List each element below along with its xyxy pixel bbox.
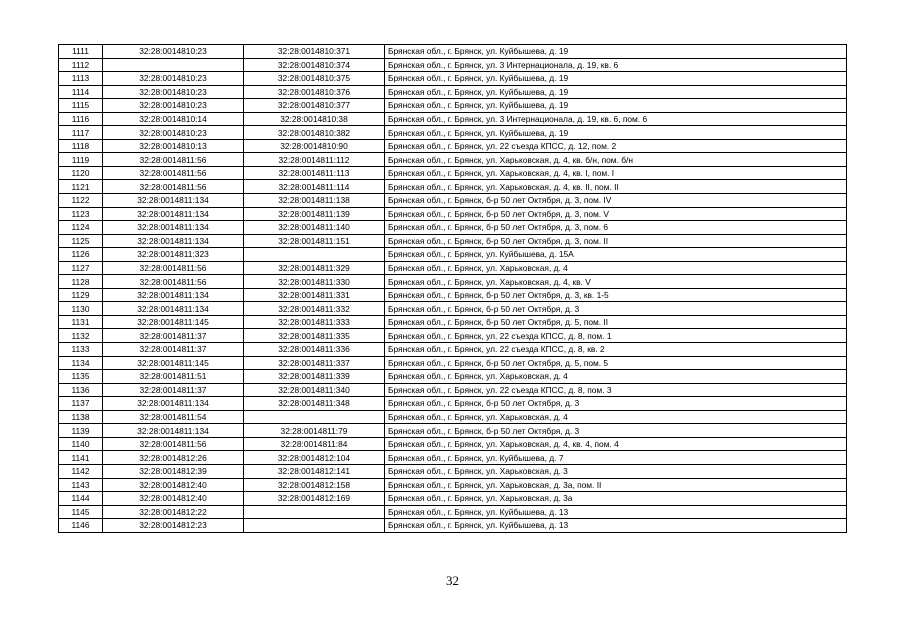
row-number-cell: 1124 bbox=[59, 221, 103, 235]
cadastral-number-cell: 32:28:0014811:348 bbox=[244, 397, 385, 411]
parent-cadastral-number-cell: 32:28:0014812:40 bbox=[103, 492, 244, 506]
cadastral-number-cell: 32:28:0014810:376 bbox=[244, 85, 385, 99]
row-number-cell: 1142 bbox=[59, 464, 103, 478]
cadastral-number-cell: 32:28:0014810:374 bbox=[244, 58, 385, 72]
row-number-cell: 1125 bbox=[59, 234, 103, 248]
parent-cadastral-number-cell: 32:28:0014811:134 bbox=[103, 424, 244, 438]
cadastral-number-cell: 32:28:0014810:38 bbox=[244, 112, 385, 126]
table-row bbox=[59, 464, 847, 478]
table-row bbox=[59, 72, 847, 86]
parent-cadastral-number-cell: 32:28:0014811:145 bbox=[103, 315, 244, 329]
table-row bbox=[59, 451, 847, 465]
cadastral-number-cell: 32:28:0014811:138 bbox=[244, 194, 385, 208]
row-number-cell: 1146 bbox=[59, 519, 103, 533]
row-number-cell: 1134 bbox=[59, 356, 103, 370]
parent-cadastral-number-cell: 32:28:0014810:13 bbox=[103, 139, 244, 153]
cadastral-number-cell bbox=[244, 519, 385, 533]
parent-cadastral-number-cell: 32:28:0014811:56 bbox=[103, 261, 244, 275]
parent-cadastral-number-cell: 32:28:0014811:134 bbox=[103, 194, 244, 208]
table-row bbox=[59, 437, 847, 451]
parent-cadastral-number-cell: 32:28:0014811:134 bbox=[103, 288, 244, 302]
row-number-cell: 1119 bbox=[59, 153, 103, 167]
table-row bbox=[59, 180, 847, 194]
address-cell: Брянская обл., г. Брянск, ул. Куйбышева, д. 13 bbox=[385, 519, 847, 533]
cadastral-number-cell bbox=[244, 505, 385, 519]
row-number-cell: 1133 bbox=[59, 343, 103, 357]
row-number-cell: 1113 bbox=[59, 72, 103, 86]
address-cell: Брянская обл., г. Брянск, б-р 50 лет Октября, д. 5, пом. 5 bbox=[385, 356, 847, 370]
address-cell: Брянская обл., г. Брянск, ул. Харьковская, д. 3а bbox=[385, 492, 847, 506]
row-number-cell: 1131 bbox=[59, 315, 103, 329]
parent-cadastral-number-cell: 32:28:0014811:134 bbox=[103, 207, 244, 221]
row-number-cell: 1120 bbox=[59, 166, 103, 180]
table-row bbox=[59, 343, 847, 357]
address-cell: Брянская обл., г. Брянск, ул. 3 Интернационала, д. 19, кв. 6 bbox=[385, 58, 847, 72]
address-cell: Брянская обл., г. Брянск, ул. Куйбышева, д. 13 bbox=[385, 505, 847, 519]
parent-cadastral-number-cell: 32:28:0014811:51 bbox=[103, 370, 244, 384]
table-row bbox=[59, 315, 847, 329]
address-cell: Брянская обл., г. Брянск, ул. Харьковская, д. 3 bbox=[385, 464, 847, 478]
address-cell: Брянская обл., г. Брянск, ул. 3 Интернационала, д. 19, кв. 6, пом. 6 bbox=[385, 112, 847, 126]
parent-cadastral-number-cell: 32:28:0014810:23 bbox=[103, 99, 244, 113]
table-row bbox=[59, 234, 847, 248]
parent-cadastral-number-cell: 32:28:0014810:23 bbox=[103, 72, 244, 86]
row-number-cell: 1122 bbox=[59, 194, 103, 208]
address-cell: Брянская обл., г. Брянск, ул. Куйбышева, д. 19 bbox=[385, 45, 847, 59]
cadastral-number-cell: 32:28:0014811:114 bbox=[244, 180, 385, 194]
address-cell: Брянская обл., г. Брянск, б-р 50 лет Октября, д. 3, пом. 6 bbox=[385, 221, 847, 235]
parent-cadastral-number-cell: 32:28:0014811:56 bbox=[103, 180, 244, 194]
row-number-cell: 1132 bbox=[59, 329, 103, 343]
parent-cadastral-number-cell: 32:28:0014811:56 bbox=[103, 437, 244, 451]
row-number-cell: 1123 bbox=[59, 207, 103, 221]
cadastral-number-cell: 32:28:0014811:340 bbox=[244, 383, 385, 397]
cadastral-number-cell: 32:28:0014811:79 bbox=[244, 424, 385, 438]
address-cell: Брянская обл., г. Брянск, ул. Харьковская, д. 4 bbox=[385, 410, 847, 424]
cadastral-number-cell: 32:28:0014811:333 bbox=[244, 315, 385, 329]
table-row bbox=[59, 261, 847, 275]
cadastral-number-cell: 32:28:0014811:332 bbox=[244, 302, 385, 316]
cadastral-number-cell: 32:28:0014811:84 bbox=[244, 437, 385, 451]
cadastral-number-cell: 32:28:0014811:335 bbox=[244, 329, 385, 343]
row-number-cell: 1127 bbox=[59, 261, 103, 275]
cadastral-number-cell bbox=[244, 410, 385, 424]
table-row bbox=[59, 424, 847, 438]
table-row bbox=[59, 329, 847, 343]
row-number-cell: 1116 bbox=[59, 112, 103, 126]
cadastral-number-cell bbox=[244, 248, 385, 262]
table-row bbox=[59, 139, 847, 153]
table-row bbox=[59, 275, 847, 289]
row-number-cell: 1137 bbox=[59, 397, 103, 411]
cadastral-number-cell: 32:28:0014811:151 bbox=[244, 234, 385, 248]
cadastral-number-cell: 32:28:0014811:330 bbox=[244, 275, 385, 289]
parent-cadastral-number-cell: 32:28:0014811:56 bbox=[103, 153, 244, 167]
address-cell: Брянская обл., г. Брянск, б-р 50 лет Октября, д. 3, пом. IV bbox=[385, 194, 847, 208]
parent-cadastral-number-cell bbox=[103, 58, 244, 72]
parent-cadastral-number-cell: 32:28:0014811:134 bbox=[103, 302, 244, 316]
parent-cadastral-number-cell: 32:28:0014811:37 bbox=[103, 329, 244, 343]
address-cell: Брянская обл., г. Брянск, ул. Харьковская, д. 4, кв. I, пом. I bbox=[385, 166, 847, 180]
cadastral-number-cell: 32:28:0014810:371 bbox=[244, 45, 385, 59]
table-row bbox=[59, 478, 847, 492]
table-row bbox=[59, 194, 847, 208]
parent-cadastral-number-cell: 32:28:0014811:37 bbox=[103, 383, 244, 397]
row-number-cell: 1115 bbox=[59, 99, 103, 113]
address-cell: Брянская обл., г. Брянск, ул. Харьковская, д. 3а, пом. II bbox=[385, 478, 847, 492]
cadastral-number-cell: 32:28:0014811:139 bbox=[244, 207, 385, 221]
table-row bbox=[59, 397, 847, 411]
table-row bbox=[59, 356, 847, 370]
cadastral-number-cell: 32:28:0014810:377 bbox=[244, 99, 385, 113]
table-row bbox=[59, 505, 847, 519]
parent-cadastral-number-cell: 32:28:0014811:145 bbox=[103, 356, 244, 370]
cadastral-number-cell: 32:28:0014812:169 bbox=[244, 492, 385, 506]
table-row bbox=[59, 112, 847, 126]
cadastral-number-cell: 32:28:0014812:141 bbox=[244, 464, 385, 478]
table-row bbox=[59, 58, 847, 72]
address-cell: Брянская обл., г. Брянск, ул. Харьковская, д. 4 bbox=[385, 261, 847, 275]
table-row bbox=[59, 99, 847, 113]
table-row bbox=[59, 85, 847, 99]
row-number-cell: 1117 bbox=[59, 126, 103, 140]
cadastral-number-cell: 32:28:0014810:382 bbox=[244, 126, 385, 140]
table-row bbox=[59, 288, 847, 302]
row-number-cell: 1139 bbox=[59, 424, 103, 438]
parent-cadastral-number-cell: 32:28:0014811:37 bbox=[103, 343, 244, 357]
parent-cadastral-number-cell: 32:28:0014811:56 bbox=[103, 166, 244, 180]
parent-cadastral-number-cell: 32:28:0014811:56 bbox=[103, 275, 244, 289]
cadastral-number-cell: 32:28:0014811:140 bbox=[244, 221, 385, 235]
row-number-cell: 1111 bbox=[59, 45, 103, 59]
address-cell: Брянская обл., г. Брянск, б-р 50 лет Октября, д. 3 bbox=[385, 397, 847, 411]
row-number-cell: 1128 bbox=[59, 275, 103, 289]
row-number-cell: 1114 bbox=[59, 85, 103, 99]
address-cell: Брянская обл., г. Брянск, б-р 50 лет Октября, д. 3, кв. 1-5 bbox=[385, 288, 847, 302]
cadastral-number-cell: 32:28:0014811:112 bbox=[244, 153, 385, 167]
row-number-cell: 1136 bbox=[59, 383, 103, 397]
parent-cadastral-number-cell: 32:28:0014812:39 bbox=[103, 464, 244, 478]
table-row bbox=[59, 166, 847, 180]
address-cell: Брянская обл., г. Брянск, б-р 50 лет Октября, д. 3, пом. V bbox=[385, 207, 847, 221]
table-row bbox=[59, 302, 847, 316]
address-cell: Брянская обл., г. Брянск, б-р 50 лет Октября, д. 5, пом. II bbox=[385, 315, 847, 329]
parent-cadastral-number-cell: 32:28:0014812:40 bbox=[103, 478, 244, 492]
table-row bbox=[59, 492, 847, 506]
cadastral-number-cell: 32:28:0014810:375 bbox=[244, 72, 385, 86]
row-number-cell: 1121 bbox=[59, 180, 103, 194]
table-row bbox=[59, 248, 847, 262]
parent-cadastral-number-cell: 32:28:0014811:134 bbox=[103, 234, 244, 248]
row-number-cell: 1135 bbox=[59, 370, 103, 384]
page-number: 32 bbox=[446, 573, 459, 588]
parent-cadastral-number-cell: 32:28:0014810:14 bbox=[103, 112, 244, 126]
table-row bbox=[59, 221, 847, 235]
address-cell: Брянская обл., г. Брянск, ул. Харьковская, д. 4, кв. 4, пом. 4 bbox=[385, 437, 847, 451]
property-table-container bbox=[58, 44, 846, 533]
address-cell: Брянская обл., г. Брянск, ул. Куйбышева, д. 19 bbox=[385, 72, 847, 86]
address-cell: Брянская обл., г. Брянск, ул. 22 съезда КПСС, д. 12, пом. 2 bbox=[385, 139, 847, 153]
address-cell: Брянская обл., г. Брянск, ул. Куйбышева, д. 19 bbox=[385, 126, 847, 140]
property-table bbox=[58, 44, 847, 533]
cadastral-number-cell: 32:28:0014812:104 bbox=[244, 451, 385, 465]
address-cell: Брянская обл., г. Брянск, ул. Харьковская, д. 4 bbox=[385, 370, 847, 384]
cadastral-number-cell: 32:28:0014811:339 bbox=[244, 370, 385, 384]
table-row bbox=[59, 383, 847, 397]
address-cell: Брянская обл., г. Брянск, ул. 22 съезда КПСС, д. 8, кв. 2 bbox=[385, 343, 847, 357]
cadastral-number-cell: 32:28:0014811:331 bbox=[244, 288, 385, 302]
row-number-cell: 1118 bbox=[59, 139, 103, 153]
parent-cadastral-number-cell: 32:28:0014812:23 bbox=[103, 519, 244, 533]
cadastral-number-cell: 32:28:0014811:113 bbox=[244, 166, 385, 180]
row-number-cell: 1112 bbox=[59, 58, 103, 72]
address-cell: Брянская обл., г. Брянск, ул. 22 съезда КПСС, д. 8, пом. 1 bbox=[385, 329, 847, 343]
cadastral-number-cell: 32:28:0014810:90 bbox=[244, 139, 385, 153]
row-number-cell: 1145 bbox=[59, 505, 103, 519]
table-row bbox=[59, 519, 847, 533]
address-cell: Брянская обл., г. Брянск, ул. Харьковская, д. 4, кв. б/н, пом. б/н bbox=[385, 153, 847, 167]
cadastral-number-cell: 32:28:0014811:336 bbox=[244, 343, 385, 357]
row-number-cell: 1138 bbox=[59, 410, 103, 424]
row-number-cell: 1144 bbox=[59, 492, 103, 506]
cadastral-number-cell: 32:28:0014812:158 bbox=[244, 478, 385, 492]
address-cell: Брянская обл., г. Брянск, б-р 50 лет Октября, д. 3 bbox=[385, 302, 847, 316]
row-number-cell: 1129 bbox=[59, 288, 103, 302]
row-number-cell: 1126 bbox=[59, 248, 103, 262]
parent-cadastral-number-cell: 32:28:0014811:323 bbox=[103, 248, 244, 262]
address-cell: Брянская обл., г. Брянск, ул. 22 съезда КПСС, д. 8, пом. 3 bbox=[385, 383, 847, 397]
address-cell: Брянская обл., г. Брянск, ул. Харьковская, д. 4, кв. V bbox=[385, 275, 847, 289]
parent-cadastral-number-cell: 32:28:0014810:23 bbox=[103, 45, 244, 59]
address-cell: Брянская обл., г. Брянск, ул. Куйбышева, д. 19 bbox=[385, 99, 847, 113]
parent-cadastral-number-cell: 32:28:0014811:134 bbox=[103, 397, 244, 411]
cadastral-number-cell: 32:28:0014811:337 bbox=[244, 356, 385, 370]
table-body bbox=[59, 45, 847, 533]
parent-cadastral-number-cell: 32:28:0014812:26 bbox=[103, 451, 244, 465]
cadastral-number-cell: 32:28:0014811:329 bbox=[244, 261, 385, 275]
parent-cadastral-number-cell: 32:28:0014812:22 bbox=[103, 505, 244, 519]
table-row bbox=[59, 153, 847, 167]
row-number-cell: 1143 bbox=[59, 478, 103, 492]
table-row bbox=[59, 207, 847, 221]
table-row bbox=[59, 370, 847, 384]
address-cell: Брянская обл., г. Брянск, ул. Куйбышева, д. 19 bbox=[385, 85, 847, 99]
parent-cadastral-number-cell: 32:28:0014811:54 bbox=[103, 410, 244, 424]
table-row bbox=[59, 45, 847, 59]
row-number-cell: 1130 bbox=[59, 302, 103, 316]
address-cell: Брянская обл., г. Брянск, ул. Харьковская, д. 4, кв. II, пом. II bbox=[385, 180, 847, 194]
address-cell: Брянская обл., г. Брянск, б-р 50 лет Октября, д. 3, пом. II bbox=[385, 234, 847, 248]
table-row bbox=[59, 410, 847, 424]
address-cell: Брянская обл., г. Брянск, ул. Куйбышева, д. 15А bbox=[385, 248, 847, 262]
address-cell: Брянская обл., г. Брянск, ул. Куйбышева, д. 7 bbox=[385, 451, 847, 465]
table-row bbox=[59, 126, 847, 140]
row-number-cell: 1140 bbox=[59, 437, 103, 451]
parent-cadastral-number-cell: 32:28:0014811:134 bbox=[103, 221, 244, 235]
parent-cadastral-number-cell: 32:28:0014810:23 bbox=[103, 85, 244, 99]
address-cell: Брянская обл., г. Брянск, б-р 50 лет Октября, д. 3 bbox=[385, 424, 847, 438]
row-number-cell: 1141 bbox=[59, 451, 103, 465]
parent-cadastral-number-cell: 32:28:0014810:23 bbox=[103, 126, 244, 140]
